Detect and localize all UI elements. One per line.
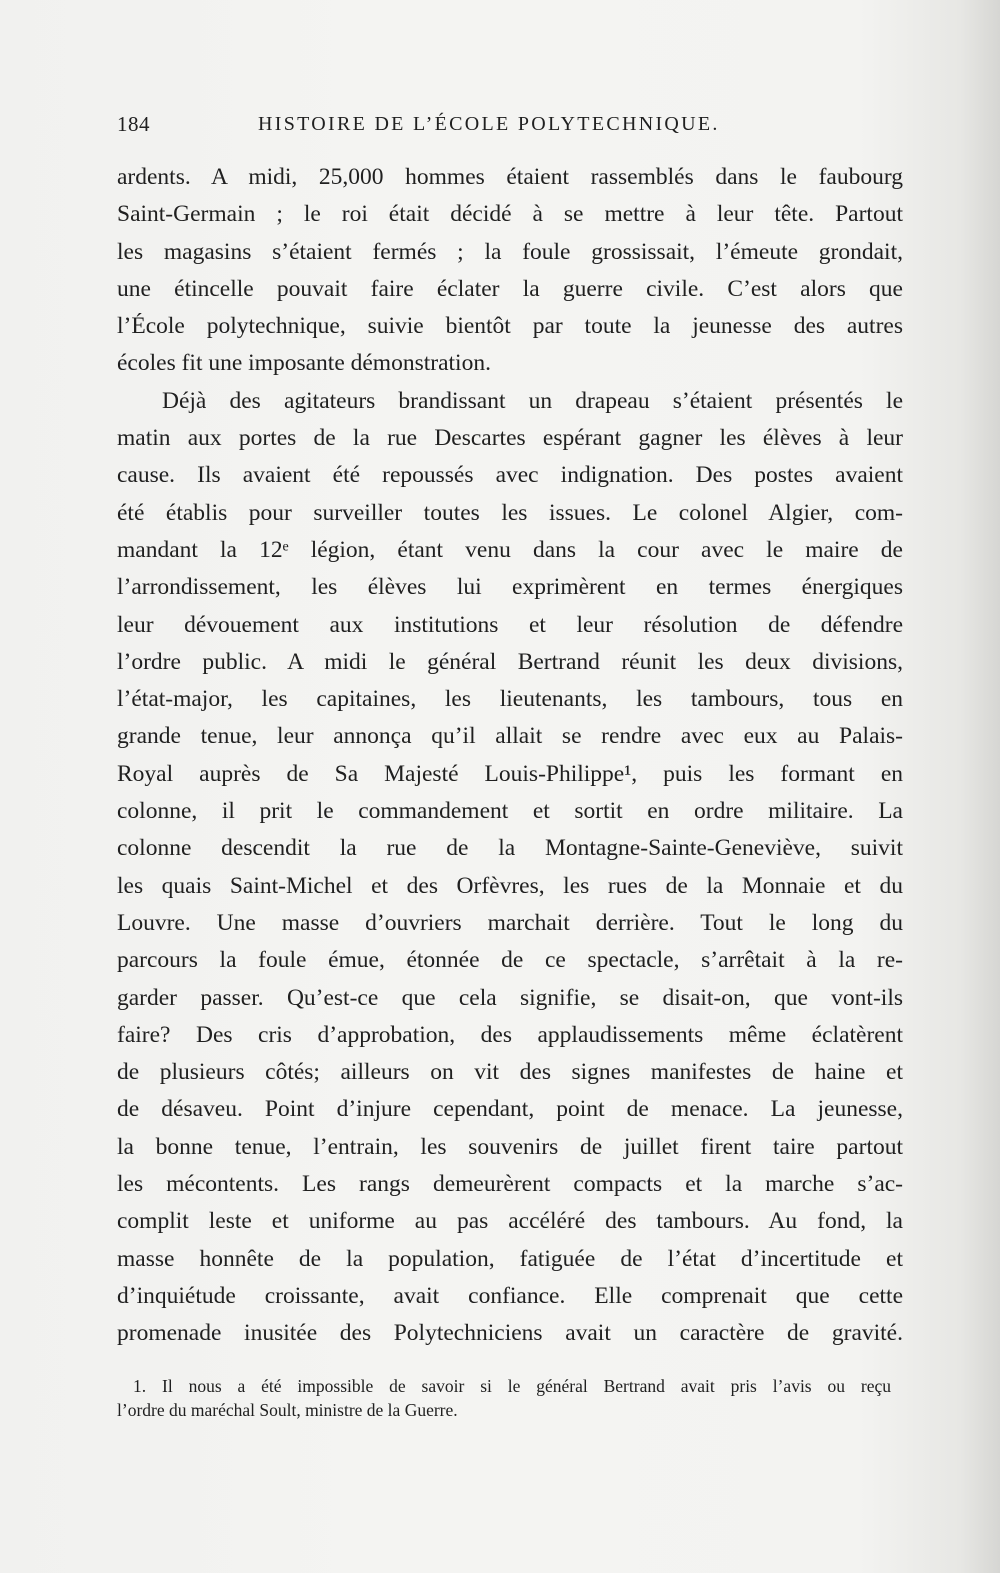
body-line: leur dévouement aux institutions et leur résolution de défendre [117, 611, 903, 638]
body-line: d’inquiétude croissante, avait confiance. Elle comprenait que cette [117, 1282, 903, 1309]
body-line: l’ordre public. A midi le général Bertrand réunit les deux divisions, [117, 648, 903, 675]
body-line: les quais Saint-Michel et des Orfèvres, les rues de la Monnaie et du [117, 872, 903, 899]
paragraph [117, 383, 903, 1353]
body-line: complit leste et uniforme au pas accéléré des tambours. Au fond, la [117, 1208, 903, 1235]
body-line: été établis pour surveiller toutes les issues. Le colonel Algier, com- [117, 499, 903, 526]
body-line: Déjà des agitateurs brandissant un drapeau s’étaient présentés le [162, 387, 903, 414]
body-line: matin aux portes de la rue Descartes espérant gagner les élèves à leur [117, 425, 903, 452]
footnote-line: l’ordre du maréchal Soult, ministre de la Guerre. [117, 1400, 458, 1420]
body-line: de plusieurs côtés; ailleurs on vit des signes manifestes de haine et [117, 1059, 903, 1086]
body-line: écoles fit une imposante démonstration. [117, 350, 491, 377]
body-line: parcours la foule émue, étonnée de ce spectacle, s’arrêtait à la re- [117, 947, 903, 974]
body-line: garder passer. Qu’est-ce que cela signifie, se disait-on, que vont-ils [117, 984, 903, 1011]
body-line: l’École polytechnique, suivie bientôt par toute la jeunesse des autres [117, 313, 903, 340]
running-title: HISTOIRE DE L’ÉCOLE POLYTECHNIQUE. [258, 113, 720, 135]
body-line: faire? Des cris d’approbation, des applaudissements même éclatèrent [117, 1021, 903, 1048]
body-line: ardents. A midi, 25,000 hommes étaient rassemblés dans le faubourg [117, 164, 903, 190]
footnote-line: 1. Il nous a été impossible de savoir si le général Bertrand avait pris l’avis ou reçu [133, 1376, 891, 1396]
page-number: 184 [117, 112, 150, 136]
body-line: Louvre. Une masse d’ouvriers marchait derrière. Tout le long du [117, 909, 903, 936]
body-line: colonne, il prit le commandement et sortit en ordre militaire. La [117, 798, 903, 825]
body-line: Saint-Germain ; le roi était décidé à se mettre à leur tête. Partout [117, 201, 903, 228]
body-line: les magasins s’étaient fermés ; la foule grossissait, l’émeute grondait, [117, 238, 903, 265]
body-text [117, 159, 903, 1353]
body-line: de désaveu. Point d’injure cependant, point de menace. La jeunesse, [117, 1096, 903, 1123]
body-line: mandant la 12ᵉ légion, étant venu dans la cour avec le maire de [117, 536, 903, 563]
paragraph [117, 159, 903, 383]
body-line: Royal auprès de Sa Majesté Louis-Philippe¹, puis les formant en [117, 760, 903, 787]
body-line: la bonne tenue, l’entrain, les souvenirs de juillet firent taire partout [117, 1133, 903, 1160]
body-line: cause. Ils avaient été repoussés avec indignation. Des postes avaient [117, 462, 903, 489]
body-line: une étincelle pouvait faire éclater la guerre civile. C’est alors que [117, 275, 903, 302]
body-line: l’état-major, les capitaines, les lieutenants, les tambours, tous en [117, 686, 903, 713]
body-line: colonne descendit la rue de la Montagne-Sainte-Geneviève, suivit [117, 835, 903, 862]
footnote [117, 1374, 891, 1422]
body-line: masse honnête de la population, fatiguée de l’état d’incertitude et [117, 1245, 903, 1272]
body-line: grande tenue, leur annonça qu’il allait se rendre avec eux au Palais- [117, 723, 903, 750]
body-line: les mécontents. Les rangs demeurèrent compacts et la marche s’ac- [117, 1171, 903, 1198]
body-line: promenade inusitée des Polytechniciens avait un caractère de gravité. [117, 1320, 903, 1347]
body-line: l’arrondissement, les élèves lui exprimèrent en termes énergiques [117, 574, 903, 601]
